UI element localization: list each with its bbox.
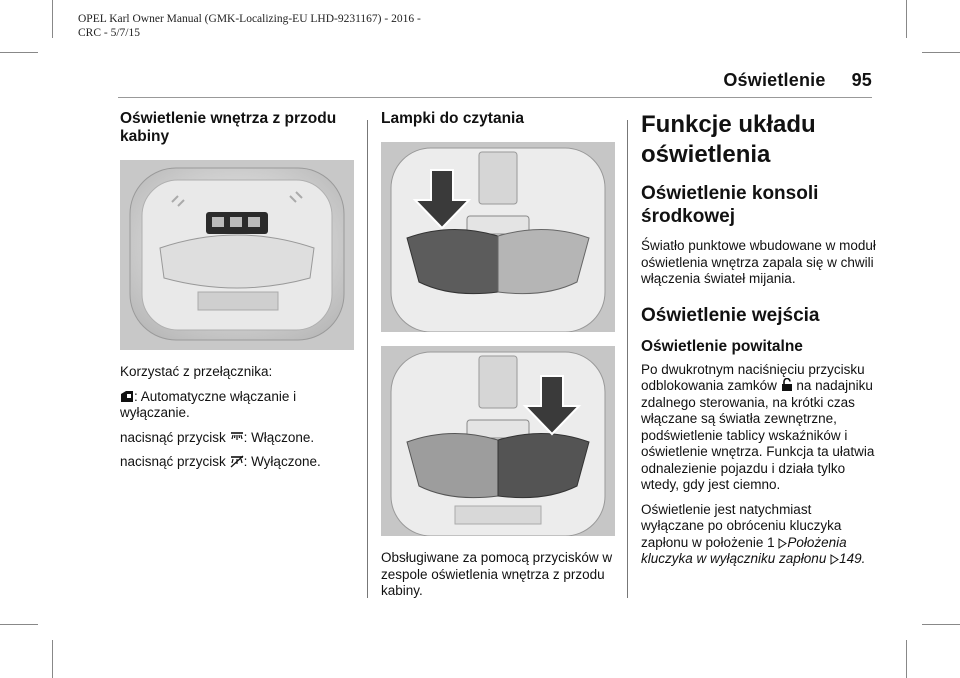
figure-caption: Obsługiwane za pomocą przycisków w zespole oświetlenia wnętrza z przodu kabiny. [381, 550, 613, 598]
dome-light-photo [120, 160, 354, 350]
crop-mark [0, 52, 38, 53]
console-text: Światło punktowe wbudowane w moduł oświetlenia wnętrza zapala się w chwili włączenia świateł mijania. [641, 238, 876, 286]
switch-item-on [120, 430, 356, 447]
item-suffix: : Wyłączone. [243, 454, 321, 469]
off-ref-page[interactable]: 149 [839, 551, 862, 566]
welcome-text [641, 362, 877, 494]
page-number: 95 [851, 70, 872, 90]
running-head [723, 70, 872, 91]
off-text-a: Oświetlenie jest natychmiast wyłączane po obróceniu kluczyka zapłonu w położenie 1 [641, 501, 842, 550]
off-ref-end: . [861, 551, 866, 566]
lamp-off-icon [230, 455, 244, 468]
console-heading: Oświetlenie konsoli środkowej [641, 183, 819, 227]
chapter-title: Funkcje układu oświetlenia [641, 111, 816, 168]
ref-triangle-icon [830, 554, 839, 565]
meta-line: CRC - 5/7/15 [78, 27, 140, 39]
meta-line: OPEL Karl Owner Manual (GMK-Localizing-EU LHD-9231167) - 2016 - [78, 13, 421, 25]
lamp-on-icon [230, 431, 244, 444]
door-lamp-icon [120, 390, 134, 403]
welcome-heading: Oświetlenie powitalne [641, 337, 803, 355]
item-prefix: nacisnąć przycisk [120, 454, 226, 469]
switch-item-auto [120, 389, 356, 422]
reading-lamp-right-photo [381, 346, 615, 536]
item-prefix: nacisnąć przycisk [120, 429, 226, 445]
switch-intro: Korzystać z przełącznika: [120, 364, 273, 379]
item-text: : Automatyczne włączanie i wyłączanie. [120, 388, 297, 420]
crop-mark [0, 624, 38, 625]
section-heading: Oświetlenie wnętrza z przodu kabiny [120, 110, 337, 145]
section-heading: Lampki do czytania [381, 110, 524, 127]
welcome-text-a: Po dwukrotnym naciśnięciu przycisku odblokowania zamków [641, 361, 865, 393]
column-interior-light [120, 110, 356, 479]
reading-lamp-left-photo [381, 142, 615, 332]
column-divider [367, 120, 368, 598]
crop-mark [906, 0, 907, 38]
section-title: Oświetlenie [723, 70, 826, 90]
manual-meta [78, 12, 421, 40]
crop-mark [922, 52, 960, 53]
item-suffix: : Włączone. [243, 429, 315, 445]
entry-heading: Oświetlenie wejścia [641, 304, 820, 326]
crop-mark [906, 640, 907, 678]
crop-mark [52, 640, 53, 678]
crop-mark [52, 0, 53, 38]
unlock-key-icon [781, 378, 793, 392]
off-text [641, 502, 877, 568]
switch-item-off [120, 454, 356, 471]
welcome-text-b: na nadajniku zdalnego sterowania, na krótki czas włączane są światła zewnętrzne, podświetlenie tablicy wskaźników i oświetlenie wnętrza. Funkcja ta ułatwia odnalezienie pojazdu i działa tylko wtedy, gdy jest ciemno. [641, 378, 875, 492]
column-lighting-features [641, 110, 877, 576]
column-divider [627, 120, 628, 598]
header-rule [118, 97, 872, 98]
crop-mark [922, 624, 960, 625]
column-reading-lamps [381, 110, 615, 608]
off-ref[interactable]: Położenia kluczyka w wyłączniku zapłonu [641, 534, 847, 566]
